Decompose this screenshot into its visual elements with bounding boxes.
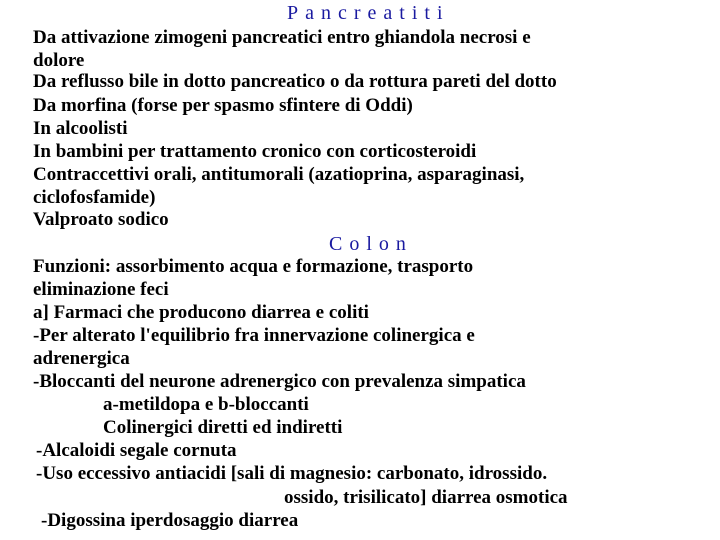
pancreatiti-line-4: Da morfina (forse per spasmo sfintere di Oddi) [33, 95, 413, 116]
pancreatiti-line-5: In alcoolisti [33, 118, 128, 139]
colon-title: Colon [329, 233, 413, 255]
pancreatiti-line-1: Da attivazione zimogeni pancreatici entro ghiandola necrosi e [33, 27, 531, 48]
pancreatiti-line-6: In bambini per trattamento cronico con corticosteroidi [33, 141, 477, 162]
pancreatiti-line-2: dolore [33, 50, 85, 71]
pancreatiti-line-7: Contraccettivi orali, antitumorali (azatioprina, asparaginasi, [33, 164, 525, 185]
colon-line-1: Funzioni: assorbimento acqua e formazione, trasporto [33, 256, 474, 277]
pancreatiti-title: Pancreatiti [287, 2, 450, 24]
colon-line-2: eliminazione feci [33, 279, 169, 300]
pancreatiti-line-8: ciclofosfamide) [33, 187, 156, 208]
colon-line-4: -Per alterato l'equilibrio fra innervazione colinergica e [33, 325, 475, 346]
colon-line-7: a-metildopa e b-bloccanti [103, 394, 309, 415]
pancreatiti-line-9: Valproato sodico [33, 209, 169, 230]
colon-line-5: adrenergica [33, 348, 130, 369]
colon-line-6: -Bloccanti del neurone adrenergico con prevalenza simpatica [33, 371, 526, 392]
colon-line-3: a] Farmaci che producono diarrea e coliti [33, 302, 369, 323]
colon-line-10: -Uso eccessivo antiacidi [sali di magnesio: carbonato, idrossido. [36, 463, 548, 484]
colon-line-8: Colinergici diretti ed indiretti [103, 417, 343, 438]
colon-line-12: -Digossina iperdosaggio diarrea [41, 510, 299, 531]
colon-line-9: -Alcaloidi segale cornuta [36, 440, 237, 461]
pancreatiti-line-3: Da reflusso bile in dotto pancreatico o da rottura pareti del dotto [33, 71, 557, 92]
colon-line-11: ossido, trisilicato] diarrea osmotica [284, 487, 568, 508]
